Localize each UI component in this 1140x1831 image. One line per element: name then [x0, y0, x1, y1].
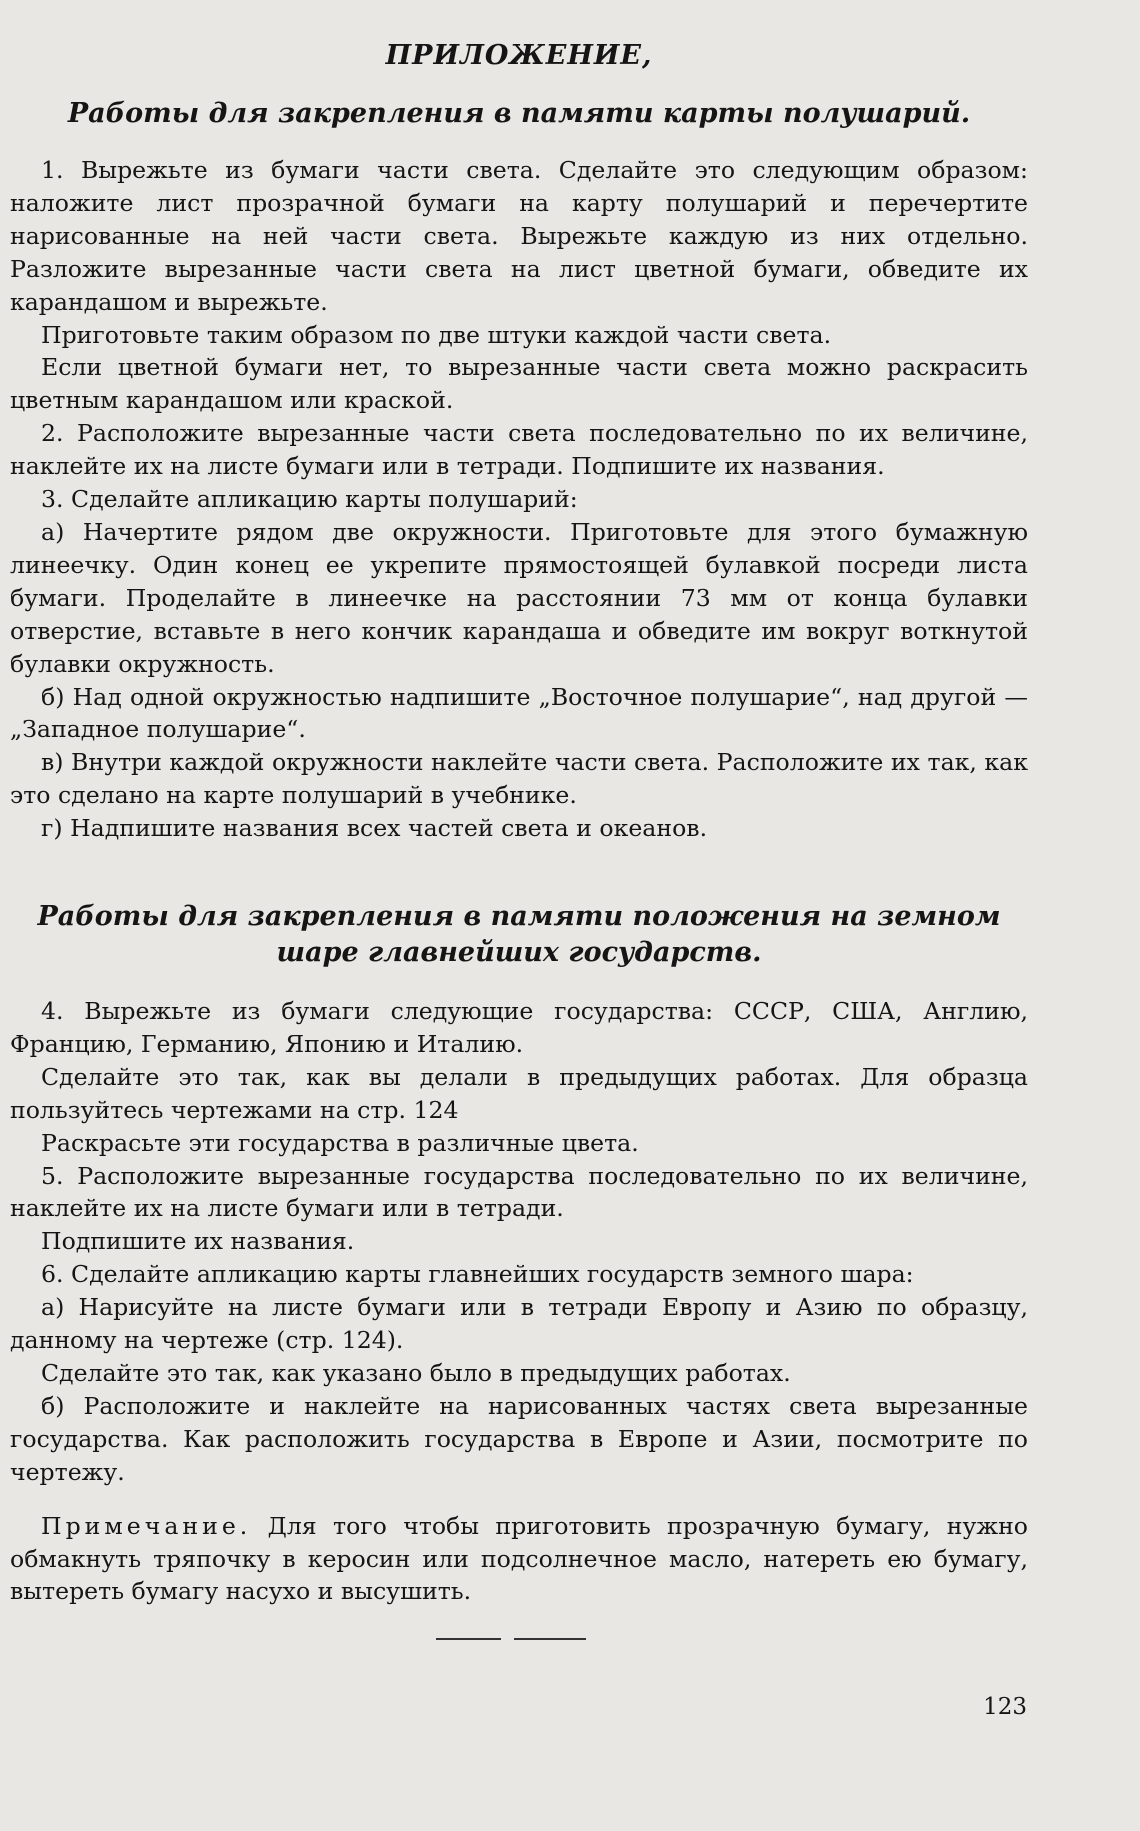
paragraph-12: Раскрасьте эти государства в различные цвета.	[41, 1128, 639, 1157]
section-title-hemispheres: Работы для закрепления в памяти карты полушарий.	[67, 98, 971, 129]
paragraph-3: Если цветной бумаги нет, то вырезанные части света можно раскрасить цветным карандашом или краской.	[10, 353, 1028, 415]
section-title-states: Работы для закрепления в памяти положения на земном шаре главнейших государств.	[37, 901, 1001, 969]
note-paragraph	[10, 1510, 1028, 1609]
paragraph-14: Подпишите их названия.	[41, 1227, 355, 1256]
paragraph-13: 5. Расположите вырезанные государства последовательно по их величине, наклейте их на листе бумаги или в тетради.	[10, 1161, 1028, 1223]
paragraph-1: 1. Вырежьте из бумаги части света. Сделайте это следующим образом: наложите лист прозрачной бумаги на карту полушарий и перечертите нарисованные на ней части света. Вырежьте каждую из них отдельно. Разложите вырезанные части света на лист цветной бумаги, обведите их карандашом и вырежьте.	[10, 156, 1028, 316]
paragraph-18: б) Расположите и наклейте на нарисованных частях света вырезанные государства. Как расположить государства в Европе и Азии, посмотрите по чертежу.	[10, 1391, 1028, 1486]
paragraph-17: Сделайте это так, как указано было в предыдущих работах.	[41, 1359, 791, 1387]
closing-rule-left	[436, 1638, 501, 1640]
paragraph-4: 2. Расположите вырезанные части света последовательно по их величине, наклейте их на листе бумаги или в тетради. Подпишите их названия.	[10, 419, 1028, 481]
paragraph-5: 3. Сделайте апликацию карты полушарий:	[41, 485, 578, 514]
paragraph-9: г) Надпишите названия всех частей света и океанов.	[41, 814, 708, 843]
note-label: Примечание.	[41, 1511, 252, 1540]
paragraph-8: в) Внутри каждой окружности наклейте части света. Расположите их так, как это сделано на карте полушарий в учебнике.	[10, 748, 1028, 810]
closing-rule-right	[514, 1638, 586, 1640]
page-number: 123	[983, 1694, 1027, 1720]
paragraph-15: 6. Сделайте апликацию карты главнейших государств земного шара:	[41, 1260, 914, 1289]
note-text: Для того чтобы приготовить прозрачную бумагу, нужно обмакнуть тряпочку в керосин или подсолнечное масло, натереть ею бумагу, вытереть бумагу насухо и высушить.	[10, 1511, 1028, 1606]
paragraph-7: б) Над одной окружностью надпишите „Восточное полушарие“, над другой — „Западное полушарие“.	[10, 682, 1028, 744]
paragraph-10: 4. Вырежьте из бумаги следующие государства: СССР, США, Англию, Францию, Германию, Японию и Италию.	[10, 997, 1028, 1058]
paragraph-16: а) Нарисуйте на листе бумаги или в тетради Европу и Азию по образцу, данному на чертеже (стр. 124).	[10, 1293, 1028, 1355]
appendix-title: ПРИЛОЖЕНИЕ,	[385, 40, 653, 71]
paragraph-6: а) Начертите рядом две окружности. Приготовьте для этого бумажную линеечку. Один конец ее укрепите прямостоящей булавкой посреди листа бумаги. Проделайте в линеечке на расстоянии 73 мм от конца булавки отверстие, вставьте в него кончик карандаша и обведите им вокруг воткнутой булавки окружность.	[10, 517, 1028, 678]
paragraph-2: Приготовьте таким образом по две штуки каждой части света.	[41, 320, 832, 349]
paragraph-11: Сделайте это так, как вы делали в предыдущих работах. Для образца пользуйтесь чертежами на стр. 124	[10, 1062, 1028, 1124]
